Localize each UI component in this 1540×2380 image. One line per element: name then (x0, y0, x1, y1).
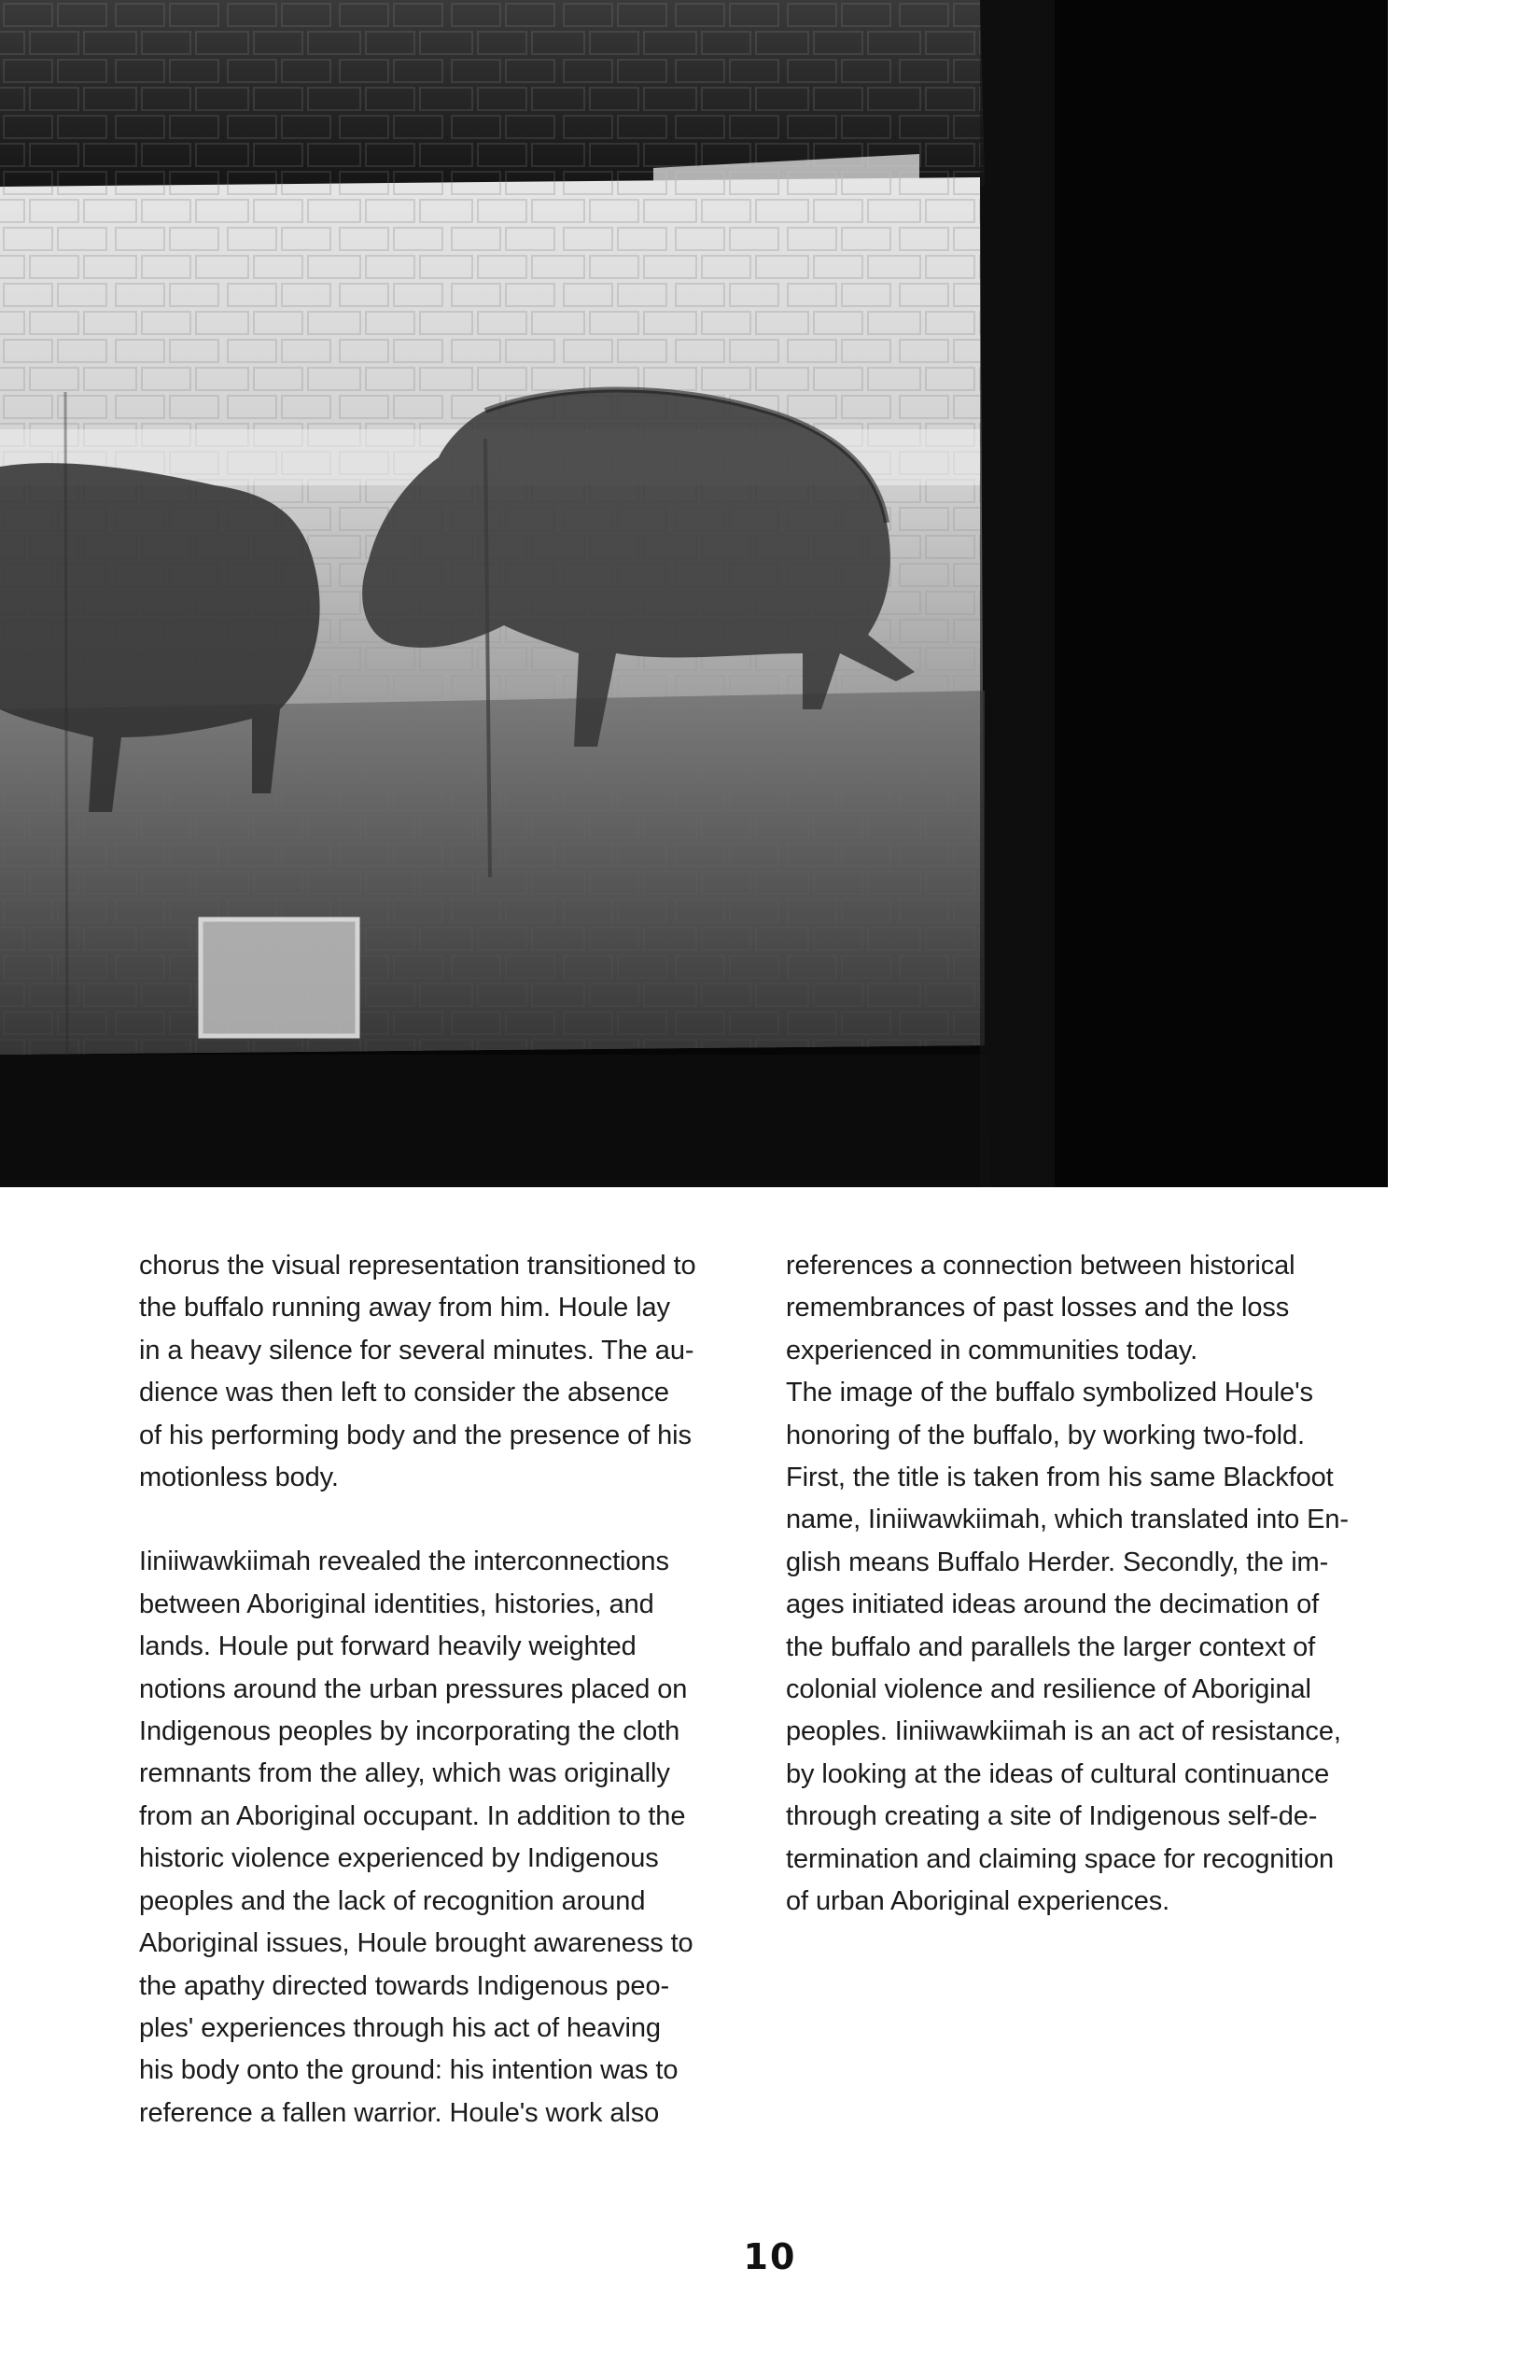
paragraph: references a connection between historical remembrances of past losses and the loss experienced in communities today. (786, 1251, 1295, 1365)
right-text-column (786, 1245, 1402, 1924)
paragraph: The image of the buffalo symbolized Houle's honoring of the buffalo, by working two-fold. First, the title is taken from his same Blackfoot name, Iiniiwawkiimah, which translated into En- glish means Buffalo Herder. Secondly, the im- ages initiated ideas around the decimation of the buffalo and parallels the larger context of colonial violence and resilience of Aboriginal peoples. Iiniiwawkiimah is an act of resistance, by looking at the ideas of cultural continuance through creating a site of Indigenous self-de- termination and claiming space for recognition of urban Aboriginal experiences. (786, 1378, 1349, 1917)
left-text-column (139, 1245, 755, 2135)
photograph-icon (0, 0, 1388, 1187)
buffalo-projection-photo (0, 0, 1388, 1187)
paragraph: Iiniiwawkiimah revealed the interconnections between Aboriginal identities, histories, and lands. Houle put forward heavily weighted notions around the urban pressures placed on Indigenous peoples by incorporating the cloth remnants from the alley, which was originally from an Aboriginal occupant. In addition to the historic violence experienced by Indigenous peoples and the lack of recognition around Aboriginal issues, Houle brought awareness to the apathy directed towards Indigenous peo- ples' experiences through his act of heaving his body onto the ground: his intention was to reference a fallen warrior. Houle's work also (139, 1547, 693, 2128)
page-number: 10 (743, 2236, 797, 2277)
paragraph: chorus the visual representation transitioned to the buffalo running away from him. Houle lay in a heavy silence for several minutes. The au- dience was then left to consider the absence of his performing body and the presence of his motionless body. (139, 1251, 696, 1493)
